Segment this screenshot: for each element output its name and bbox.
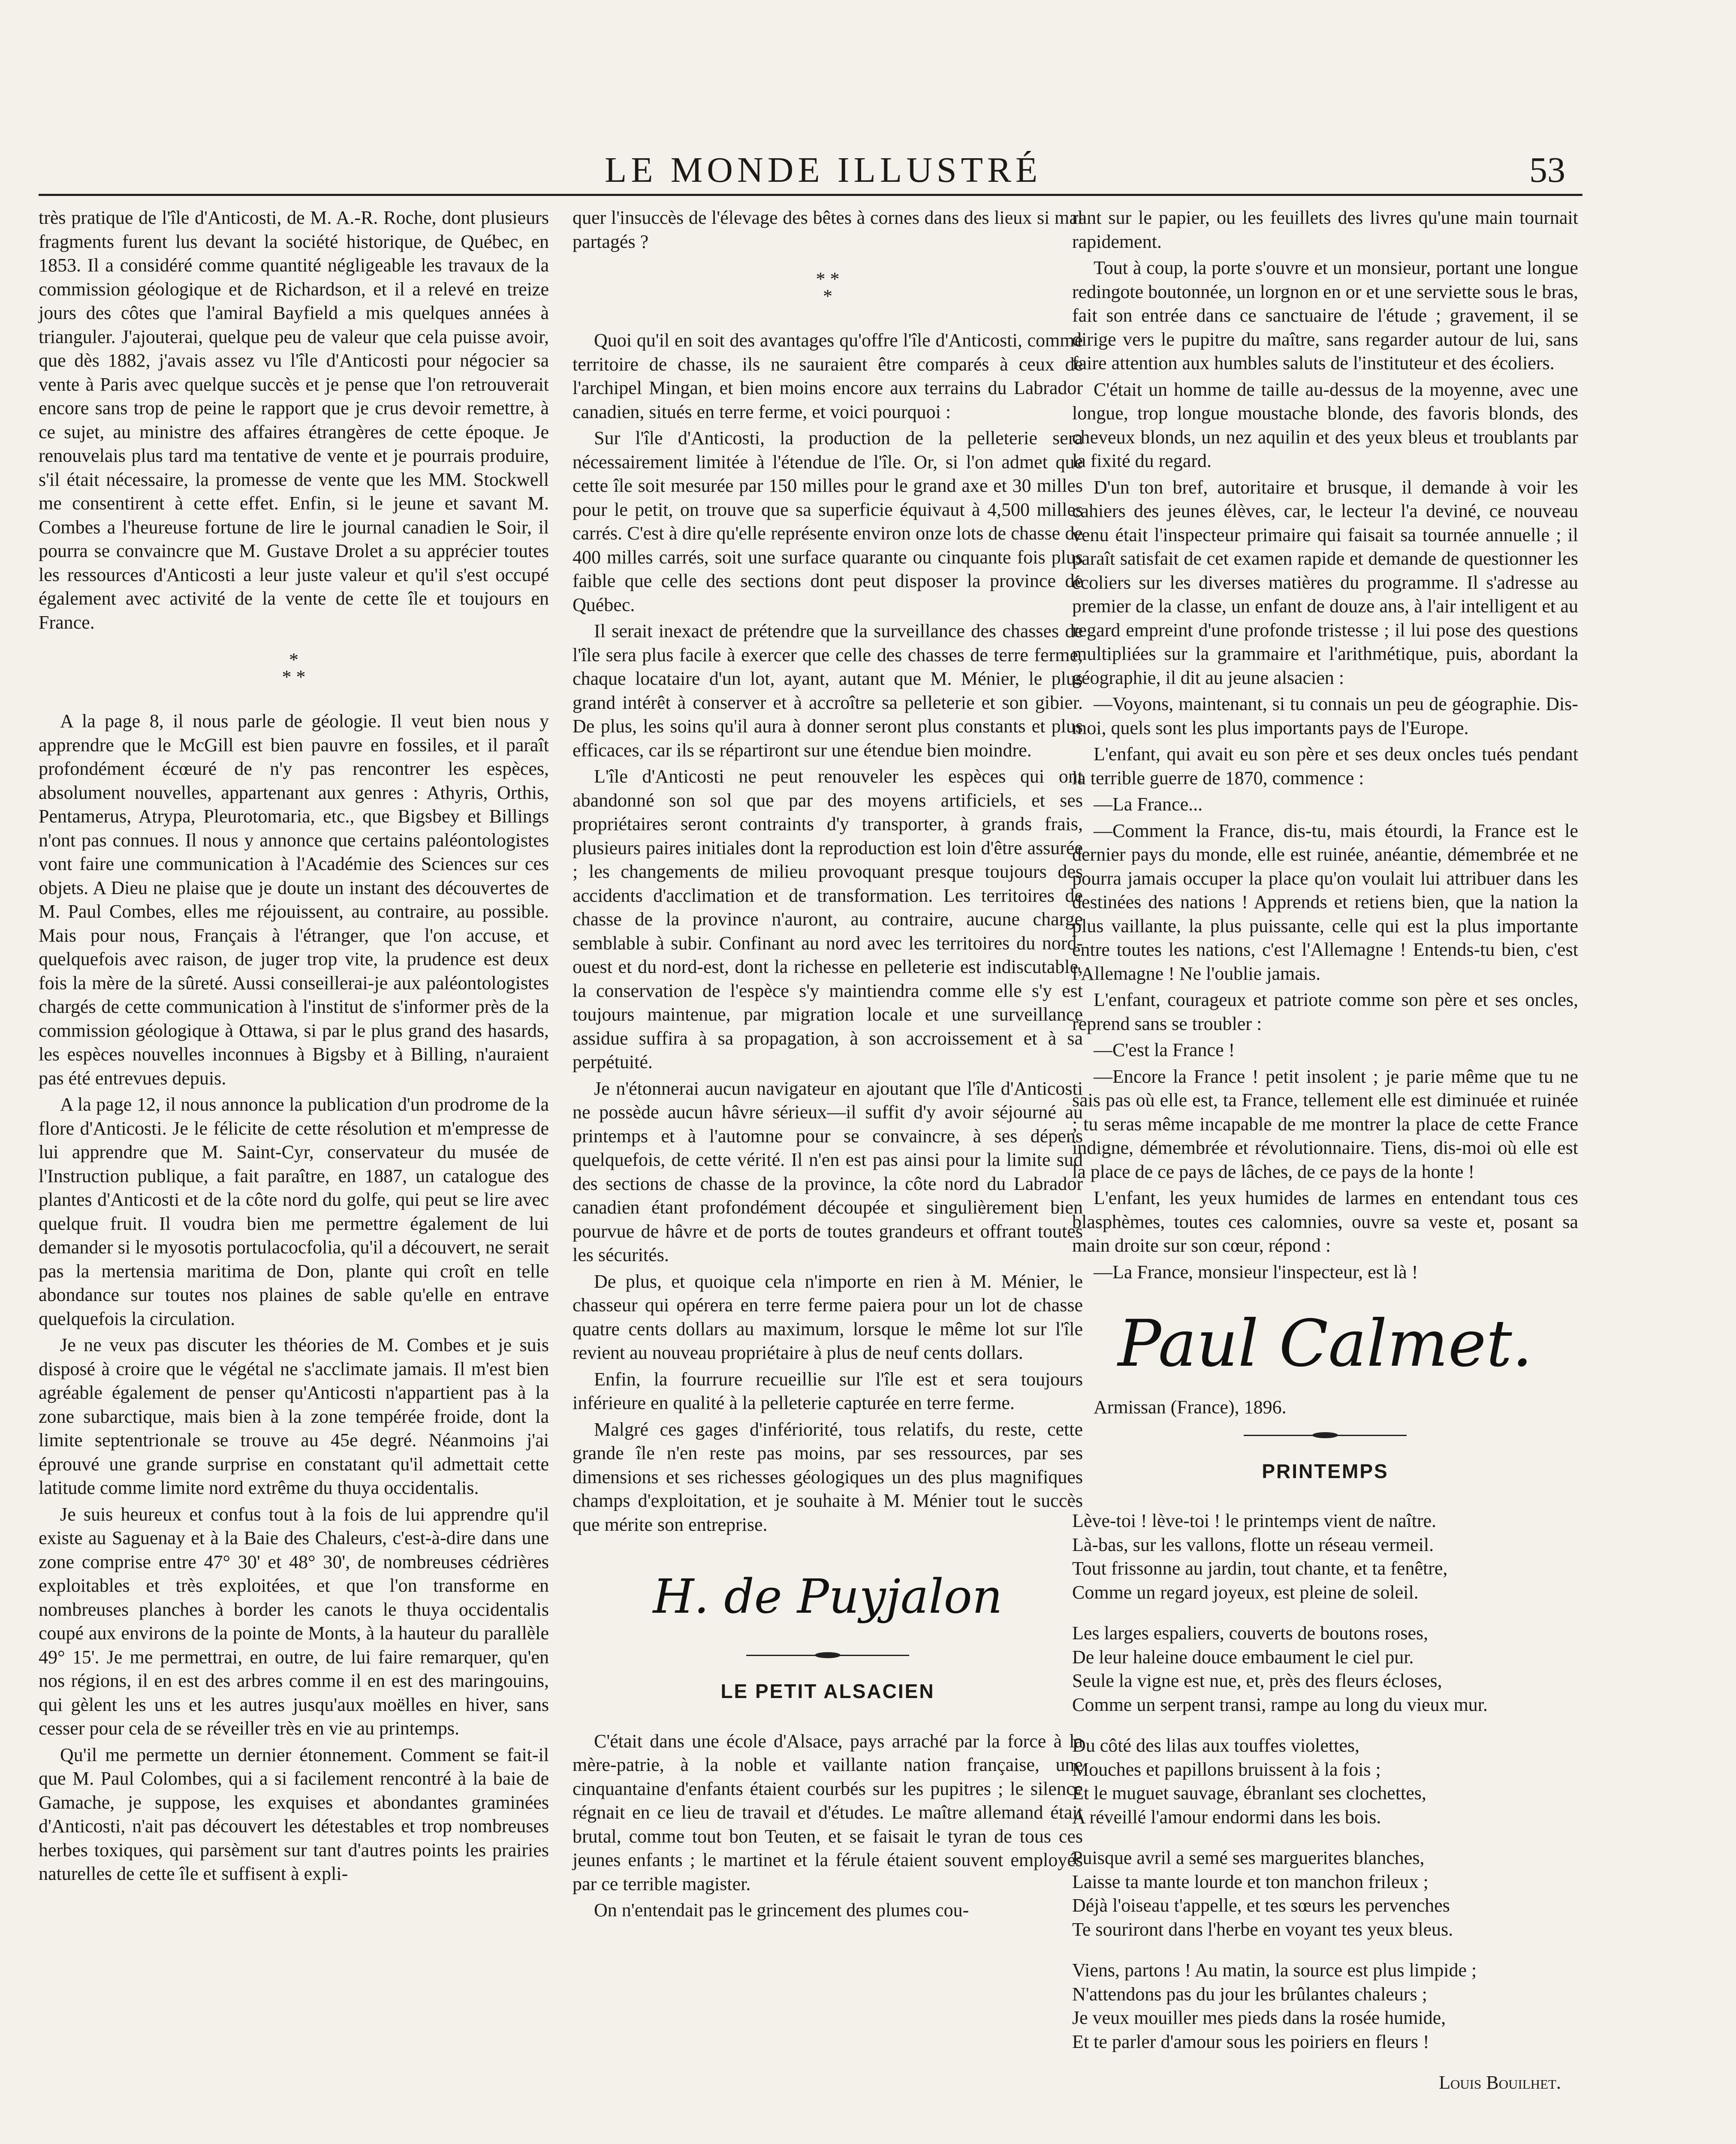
poem-line: Tout frissonne au jardin, tout chante, et ta fenêtre, <box>1072 1558 1448 1579</box>
poem-title: PRINTEMPS <box>1262 1460 1389 1482</box>
poem-line: Déjà l'oiseau t'appelle, et tes sœurs les pervenches <box>1072 1895 1450 1916</box>
poem-line: Là-bas, sur les vallons, flotte un réseau vermeil. <box>1072 1534 1434 1555</box>
paragraph: Je suis heureux et confus tout à la fois de lui apprendre qu'il existe au Saguenay et à la Baie des Chaleurs, c'est-à-dire dans une zone comprise entre 47° 30' et 48° 30', de nombreuses cédrières exploitables et très exploitées, et que l'on transforme en nombreuses planches à border les canots le thuya occidentalis coupé aux environs de la pointe de Monts, à la hauteur du parallèle 49° 15'. Je me permettrai, en outre, de lui faire remarquer, qu'en nos régions, il en est des arbres comme il en est des maringouins, qui gèlent les uns et les autres jusqu'aux moëlles en hiver, sans cesser pour cela de se réveiller très en vie au printemps. <box>39 1503 549 1739</box>
paragraph: L'île d'Anticosti ne peut renouveler les espèces qui ont abandonné son sol que par des moyens artificiels, et ses propriétaires seront contraints d'y transporter, à grands frais, plusieurs paires initiales dont la reproduction est loin d'être assurée ; les changements de milieu provoquant presque toujours des accidents d'acclimation et de transformation. Les territoires de chasse de la province n'auront, au contraire, aucune charge semblable à subir. Confinant au nord avec les territoires du nord-ouest et du nord-est, dont la richesse en pelleterie est indiscutable, la conservation de l'espèce s'y maintiendra comme elle s'y est toujours maintenue, par migration locale et une surveillance assidue suffira à sa propagation, à son accroissement et à sa perpétuité. <box>573 766 1083 1072</box>
paragraph: —C'est la France ! <box>1094 1039 1235 1060</box>
paragraph: L'enfant, qui avait eu son père et ses deux oncles tués pendant la terrible guerre de 1870, commence : <box>1072 744 1578 789</box>
paragraph: Sur l'île d'Anticosti, la production de la pelleterie sera nécessairement limitée à l'étendue de l'île. Or, si l'on admet que cette île soit mesurée par 150 milles pour le grand axe et 30 milles pour le petit, on trouve que sa superficie équivaut à 4,500 milles carrés. C'est à dire qu'elle représente environ onze lots de chasse de 400 milles carrés, soit une surface quarante ou cinquante fois plus faible que celle des sections dont peut disposer la province de Québec. <box>573 428 1083 615</box>
paragraph: C'était un homme de taille au-dessus de la moyenne, avec une longue, trop longue moustache blonde, des favoris blonds, des cheveux blonds, un nez aquilin et des yeux bleus et troublants par la fixité du regard. <box>1072 379 1578 471</box>
page-number: 53 <box>1529 150 1565 190</box>
section-title: LE PETIT ALSACIEN <box>720 1680 935 1702</box>
paragraph: A la page 8, il nous parle de géologie. Il veut bien nous y apprendre que le McGill est bien pauvre en fossiles, et il paraît profondément écœuré de n'y pas rencontrer les espèces, absolument nouvelles, appartenant aux genres : Athyris, Orthis, Pentamerus, Atrypa, Pleurotomaria, etc., que Bigsbey et Billings n'ont pas connues. Il nous y annonce que certains paléontologistes vont faire une communication à l'Académie des Sciences sur ces objets. A Dieu ne plaise que je doute un instant des découvertes de M. Paul Combes, elles me réjouissent, au contraire, au possible. Mais pour nous, Français à l'étranger, que l'on accuse, et quelquefois avec raison, de juger trop vite, la prudence est deux fois la mère de la sûreté. Aussi conseillerai-je aux paléontologistes chargés de cette communication à l'institut de s'informer près de la commission géologique à Ottawa, si par le plus grand des hasards, les espèces nouvelles inconnues à Bigsby et à Billing, n'auraient pas été entrevues depuis. <box>39 711 549 1089</box>
handwritten-signature: Paul Calmet. <box>1118 1307 1533 1381</box>
poem-stanza <box>1072 1958 1578 2054</box>
handwritten-signature: H. de Puyjalon <box>653 1569 1003 1624</box>
column-3 <box>1072 206 1578 2095</box>
poem-line: Comme un regard joyeux, est pleine de soleil. <box>1072 1581 1419 1603</box>
poem-line: Seule la vigne est nue, et, près des fleurs écloses, <box>1072 1670 1442 1691</box>
poem-author: Louis Bouilhet. <box>1439 2072 1561 2093</box>
paragraph: On n'entendait pas le grincement des plumes cou- <box>594 1900 969 1921</box>
poem-stanza <box>1072 1509 1578 1604</box>
paragraph: Malgré ces gages d'infériorité, tous relatifs, du reste, cette grande île n'en reste pas moins, par ses ressources, par ses dimensions et ses richesses géologiques un des plus magnifiques champs d'exploitation, et je souhaite à M. Ménier tout le succès que mérite son entreprise. <box>573 1418 1083 1535</box>
page-header <box>39 145 1574 192</box>
poem-line: Je veux mouiller mes pieds dans la rosée humide, <box>1072 2007 1446 2028</box>
poem-line: Puisque avril a semé ses marguerites blanches, <box>1072 1847 1425 1868</box>
paragraph: D'un ton bref, autoritaire et brusque, il demande à voir les cahiers des jeunes élèves, car, le lecteur l'a deviné, ce nouveau venu était l'inspecteur primaire qui faisait sa tournée annuelle ; il paraît satisfait de cet examen rapide et demande de questionner les écoliers sur les diverses matières du programme. Il s'adresse au premier de la classe, un enfant de douze ans, à l'air intelligent et au regard empreint d'une profonde tristesse ; il lui pose des questions multipliées sur la grammaire et l'arithmétique, puis, abordant la géographie, il dit au jeune alsacien : <box>1072 476 1578 688</box>
paragraph: Je n'étonnerai aucun navigateur en ajoutant que l'île d'Anticosti ne possède aucun hâvre sérieux—il suffit d'y avoir séjourné au printemps et à l'automne pour se convaincre, à ses dépens quelquefois, de cette vérité. Il n'en est pas ainsi pour la limite sud des sections de chasse de la province, la côte nord du Labrador canadien étant profondément découpée et singulièrement bien pourvue de hâvre et de ports de toutes grandeurs et offrant toutes les sécurités. <box>573 1078 1083 1265</box>
poem-line: N'attendons pas du jour les brûlantes chaleurs ; <box>1072 1983 1427 2005</box>
column-2 <box>573 206 1083 1925</box>
paragraph: rant sur le papier, ou les feuillets des livres qu'une main tournait rapidement. <box>1072 207 1578 252</box>
asterism-divider: * * * <box>816 268 840 307</box>
poem-line: Du côté des lilas aux touffes violettes, <box>1072 1735 1360 1756</box>
paragraph: —Voyons, maintenant, si tu connais un peu de géographie. Dis-moi, quels sont les plus importants pays de l'Europe. <box>1072 693 1578 738</box>
poem-line: De leur haleine douce embaument le ciel pur. <box>1072 1646 1414 1668</box>
paragraph: C'était dans une école d'Alsace, pays arraché par la force à la mère-patrie, à la noble et vaillante nation française, une cinquantaine d'enfants étaient courbés sur les pupitres ; le silence régnait en ce lieu de travail et d'études. Le maître allemand était brutal, comme tout bon Teuten, et se faisait le tyran de tous ces jeunes enfants ; le martinet et la férule étaient souvent employés par ce terrible magister. <box>573 1730 1083 1894</box>
paragraph: L'enfant, courageux et patriote comme son père et ses oncles, reprend sans se troubler : <box>1072 989 1578 1034</box>
poem-line: Viens, partons ! Au matin, la source est plus limpide ; <box>1072 1960 1477 1981</box>
paragraph: —La France, monsieur l'inspecteur, est là ! <box>1094 1261 1418 1283</box>
poem-line: Comme un serpent transi, rampe au long du vieux mur. <box>1072 1694 1488 1715</box>
paragraph: Il serait inexact de prétendre que la surveillance des chasses de l'île sera plus facile à exercer que celle des chasses de terre ferme, chaque locataire d'un lot, ayant, autant que M. Ménier, le plus grand intérêt à conserver et à accroître sa pelleterie et son gibier. De plus, les soins qu'il aura à donner seront plus constants et plus efficaces, car ils se répartiront sur une étendue bien moindre. <box>573 620 1083 761</box>
paragraph: De plus, et quoique cela n'importe en rien à M. Ménier, le chasseur qui opérera en terre ferme paiera pour un lot de chasse quatre cents dollars au maximum, lorsque le même lot sur l'île revient au nouveau propriétaire à plus de neuf cents dollars. <box>573 1271 1083 1363</box>
paragraph: Enfin, la fourrure recueillie sur l'île est et sera toujours inférieure en qualité à la pelleterie capturée en terre ferme. <box>573 1368 1083 1413</box>
poem-line: Et te parler d'amour sous les poiriers en fleurs ! <box>1072 2031 1429 2052</box>
paragraph: L'enfant, les yeux humides de larmes en entendant tous ces blasphèmes, toutes ces calomnies, ouvre sa veste et, posant sa main droite sur son cœur, répond : <box>1072 1187 1578 1256</box>
poem-stanza <box>1072 1846 1578 1941</box>
poem-line: Laisse ta mante lourde et ton manchon frileux ; <box>1072 1871 1429 1892</box>
paragraph: Quoi qu'il en soit des avantages qu'offre l'île d'Anticosti, comme territoire de chasse, ils ne sauraient être comparés à ceux de l'archipel Mingan, et bien moins encore aux terrains du Labrador canadien, situés en terre ferme, et voici pourquoi : <box>573 330 1083 422</box>
asterism-divider: * * * <box>282 649 306 687</box>
paragraph: —Comment la France, dis-tu, mais étourdi, la France est le dernier pays du monde, elle est ruinée, anéantie, démembrée et ne pourra jamais occuper la place qu'on voulait lui attribuer dans les destinées des nations ! Apprends et retiens bien, que la nation la plus vaillante, la plus puissante, celle qui est la plus importante entre toutes les nations, c'est l'Allemagne ! Entends-tu bien, c'est l'Allemagne ! Ne l'oublie jamais. <box>1072 820 1578 984</box>
paragraph: A la page 12, il nous annonce la publication d'un prodrome de la flore d'Anticosti. Je le félicite de cette résolution et m'empresse de lui apprendre que M. Saint-Cyr, conservateur du musée de l'Instruction publique, a fait paraître, en 1887, un catalogue des plantes d'Anticosti et de la côte nord du golfe, qui peut se lire avec quelque fruit. Il voudra bien me permettre également de lui demander si le myosotis portulacocfolia, qu'il a découvert, ne serait pas la mertensia maritima de Don, plante qui croît en telle abondance sur toutes nos plaines de sable qu'elle en entrave quelquefois la circulation. <box>39 1094 549 1329</box>
poem-stanza <box>1072 1734 1578 1829</box>
ornamental-divider <box>746 1652 909 1658</box>
paragraph: —Encore la France ! petit insolent ; je parie même que tu ne sais pas où elle est, ta France, tellement elle est diminuée et ruinée ; tu seras même incapable de me montrer la place de cette France indigne, démembrée et révolutionnaire. Tiens, dis-moi où elle est la place de ce pays de lâches, de ce pays de la honte ! <box>1072 1066 1578 1182</box>
header-rule <box>39 194 1582 196</box>
poem-line: Mouches et papillons bruissent à la fois ; <box>1072 1759 1381 1780</box>
paragraph: —La France... <box>1094 794 1203 815</box>
poem-line: Les larges espaliers, couverts de boutons roses, <box>1072 1623 1429 1644</box>
masthead-title: LE MONDE ILLUSTRÉ <box>605 150 1042 190</box>
poem-line: Et le muguet sauvage, ébranlant ses clochettes, <box>1072 1783 1426 1804</box>
paragraph: Je ne veux pas discuter les théories de M. Combes et je suis disposé à croire que le végétal ne s'acclimate jamais. Il m'est bien agréable également de penser qu'Anticosti n'appartient pas à la zone subarctique, mais bien à la zone tempérée froide, dont la limite septentrionale se trouve au 45e degré. Néanmoins j'ai éprouvé une grande surprise en constatant qu'il admettait cette latitude comme limite nord extrême du thuya occidentalis. <box>39 1334 549 1498</box>
poem-line: Te souriront dans l'herbe en voyant tes yeux bleus. <box>1072 1918 1453 1940</box>
column-1 <box>39 206 549 1888</box>
poem-line: Lève-toi ! lève-toi ! le printemps vient de naître. <box>1072 1510 1437 1531</box>
paragraph: quer l'insuccès de l'élevage des bêtes à cornes dans des lieux si mal partagés ? <box>573 207 1083 252</box>
poem-line: A réveillé l'amour endormi dans les bois. <box>1072 1806 1381 1828</box>
ornamental-divider <box>1244 1432 1407 1438</box>
paragraph: Qu'il me permette un dernier étonnement. Comment se fait-il que M. Paul Colombes, qui a si facilement rencontré à la baie de Gamache, je suppose, les exquises et abondantes graminées d'Anticosti, n'ait pas découvert les détestables et trop nombreuses herbes toxiques, qui parsèment sur tant d'autres points les prairies naturelles de cette île et suffisent à expli- <box>39 1744 549 1884</box>
paragraph: très pratique de l'île d'Anticosti, de M. A.-R. Roche, dont plusieurs fragments furent lus devant la société historique, de Québec, en 1853. Il a considéré comme quantité négligeable les travaux de la commission géologique et de Richardson, et il a relevé en treize jours des côtes que l'amiral Bayfield a mis quelques années à trianguler. J'ajouterai, quelque peu de valeur que cela puisse avoir, que dès 1882, j'avais assez vu l'île d'Anticosti pour négocier sa vente à Paris avec quelque succès et je pense que l'on retrouverait encore sans trop de peine le rapport que je crus devoir remettre, à ce sujet, au ministre des affaires étrangères de cette époque. Je renouvelais plus tard ma tentative de vente et je pourrais produire, s'il était nécessaire, la promesse de vente que les MM. Stockwell me consentirent à cette effet. Enfin, si le jeune et savant M. Combes a l'heureuse fortune de lire le journal canadien le Soir, il pourra se convaincre que M. Gustave Drolet a su apprécier toutes les ressources d'Anticosti a leur juste valeur et qu'il s'est occupé également avec activité de la vente de cette île et toujours en France. <box>39 207 549 633</box>
poem-stanza <box>1072 1621 1578 1716</box>
paragraph: Tout à coup, la porte s'ouvre et un monsieur, portant une longue redingote boutonnée, un lorgnon en or et une serviette sous le bras, fait son entrée dans ce sanctuaire de l'étude ; gravement, il se dirige vers le pupitre du maître, sans regarder autour de lui, sans faire attention aux humbles saluts de l'instituteur et des écoliers. <box>1072 257 1578 373</box>
dateline: Armissan (France), 1896. <box>1094 1397 1287 1418</box>
